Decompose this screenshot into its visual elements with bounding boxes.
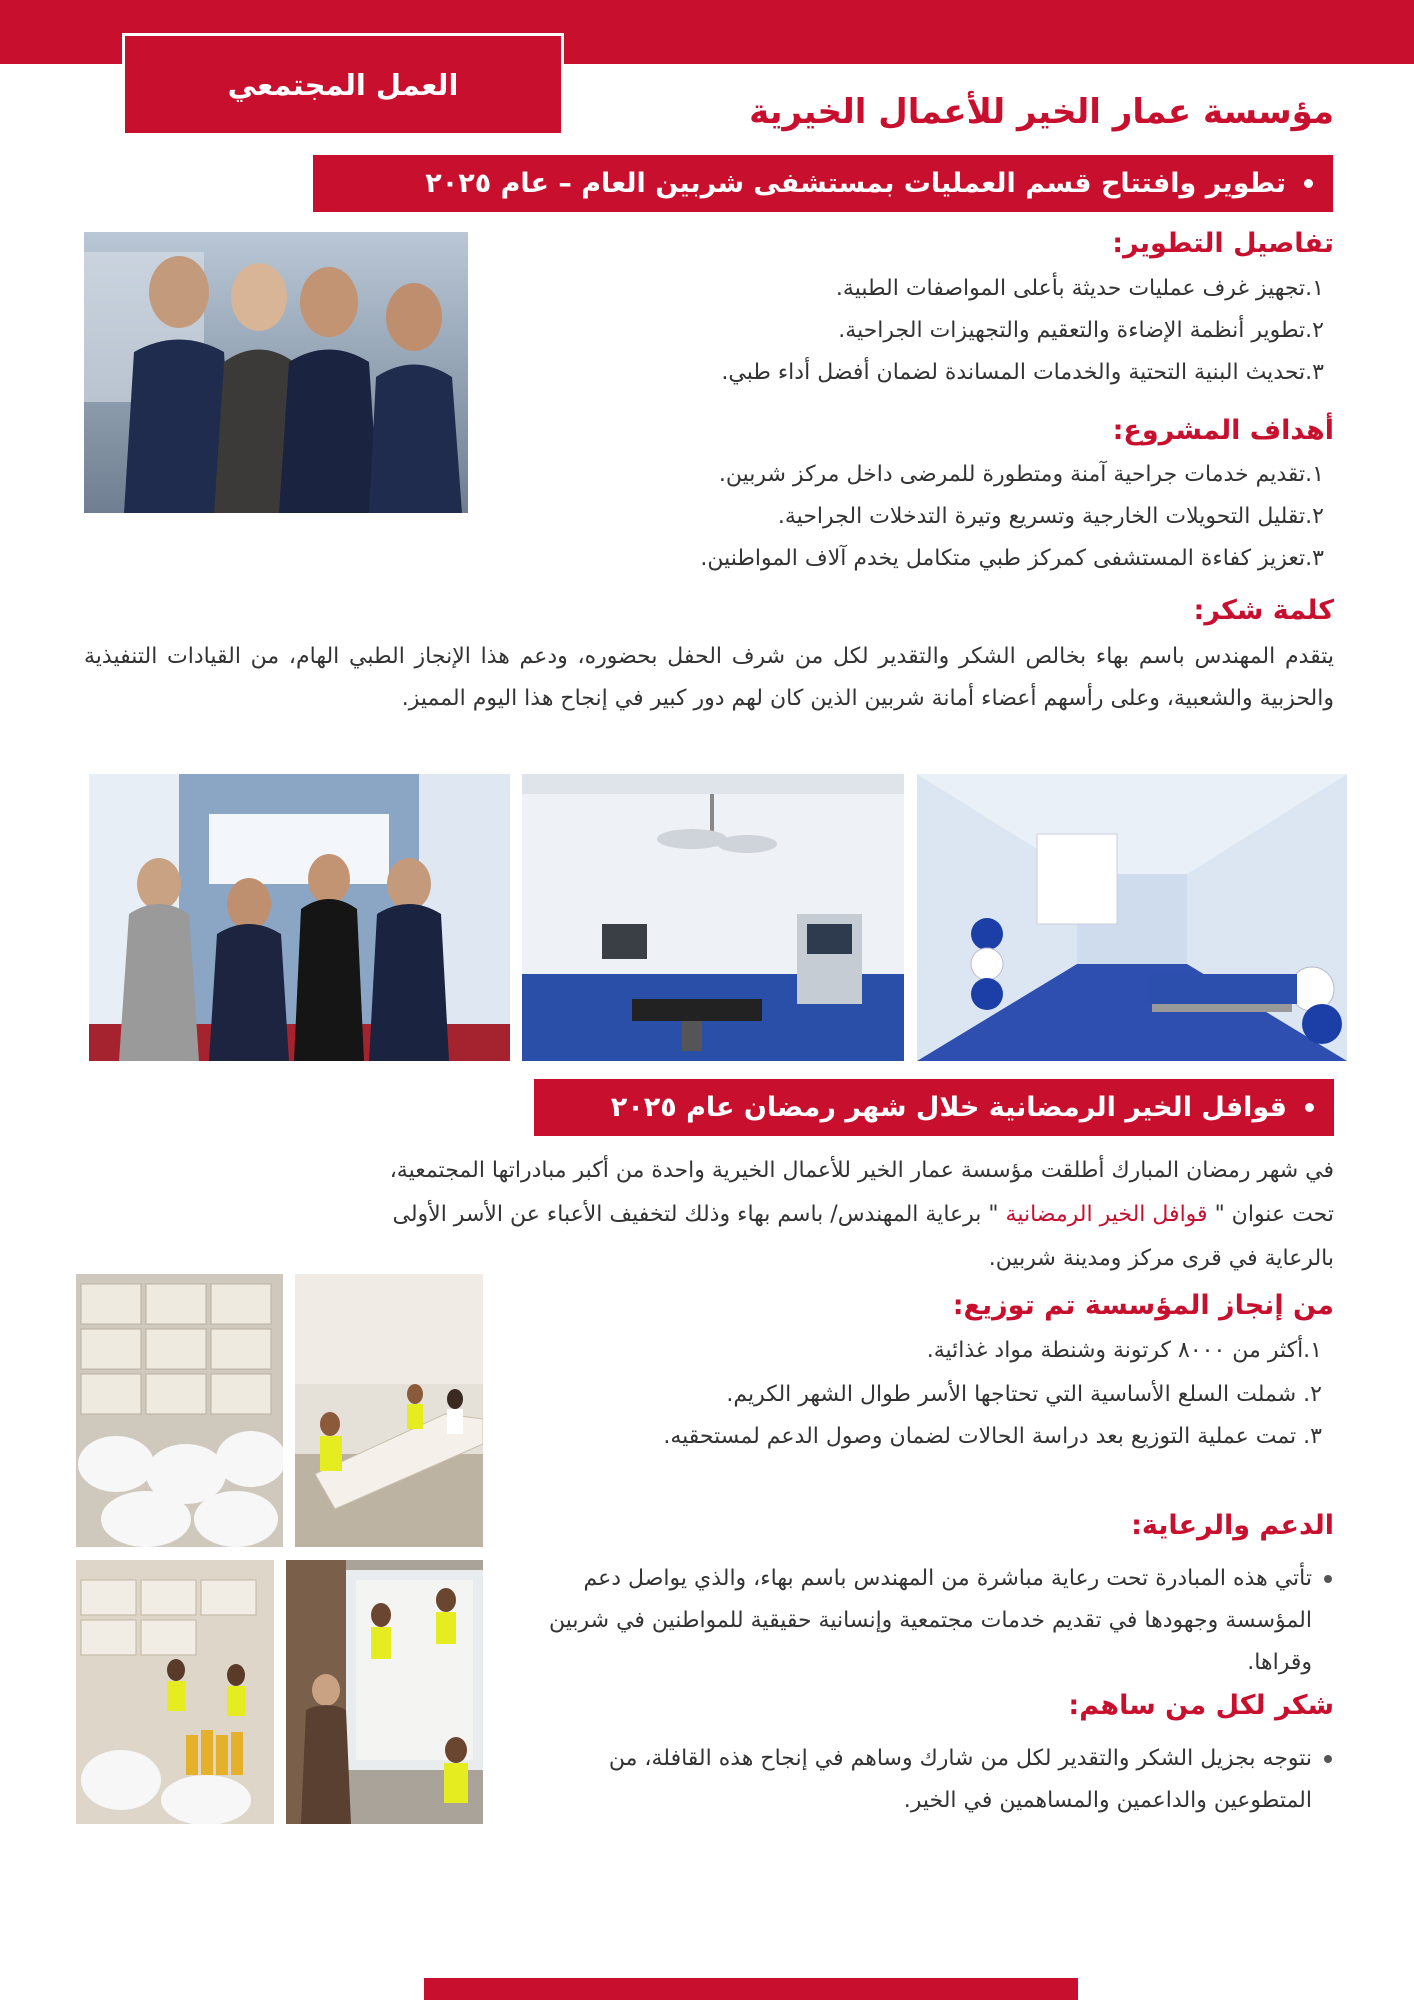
truck-loading-photo [286,1560,483,1824]
distribution-item: ١.أكثر من ٨٠٠٠ كرتونة وشنطة مواد غذائية. [926,1338,1322,1363]
bottom-red-bar [424,1978,1078,2000]
operating-room-photo [522,774,904,1061]
details-item: ٣.تحديث البنية التحتية والخدمات المساندة لضمان أفضل أداء طبي. [721,360,1324,385]
banner-bullet-icon [1305,1103,1314,1112]
intro-line: في شهر رمضان المبارك أطلقت مؤسسة عمار الخير للأعمال الخيرية واحدة من أكبر مبادراتها المجتمعية، [389,1158,1334,1183]
goals-item: ١.تقديم خدمات جراحية آمنة ومتطورة للمرضى داخل مركز شربين. [718,462,1324,487]
details-heading: تفاصيل التطوير: [1112,228,1334,259]
food-boxes-photo [76,1274,283,1547]
intro-line: بالرعاية في قرى مركز ومدينة شربين. [988,1246,1334,1271]
goals-item: ٣.تعزيز كفاءة المستشفى كمركز طبي متكامل يخدم آلاف المواطنين. [700,546,1324,571]
section1-banner-text: تطوير وافتتاح قسم العمليات بمستشفى شربين العام – عام ٢٠٢٥ [425,168,1286,199]
support-heading: الدعم والرعاية: [1131,1510,1334,1541]
thanks2-heading: شكر لكل من ساهم: [1068,1690,1334,1721]
corridor-photo [917,774,1347,1061]
volunteers-hall-photo [295,1274,483,1547]
visit-photo [89,774,510,1061]
distribution-item: ٣. تمت عملية التوزيع بعد دراسة الحالات لضمان وصول الدعم لمستحقيه. [663,1424,1322,1449]
goals-heading: أهداف المشروع: [1112,415,1334,446]
support-bullet: تأتي هذه المبادرة تحت رعاية مباشرة من المهندس باسم بهاء، والذي يواصل دعم المؤسسة وجهودها في تقديم خدمات مجتمعية وإنسانية حقيقية للمواطنين في شربين وقراها. [524,1558,1334,1684]
intro-line2-end: " برعاية المهندس/ باسم بهاء وذلك لتخفيف الأعباء عن الأسر الأولى [392,1202,999,1227]
section1-banner [313,155,1333,212]
foundation-title: مؤسسة عمار الخير للأعمال الخيرية [749,92,1334,132]
intro-line [392,1202,1334,1227]
thanks-paragraph: يتقدم المهندس باسم بهاء بخالص الشكر والتقدير لكل من شرف الحفل بحضوره، ودعم هذا الإنجاز الطبي الهام، من القيادات التنفيذية والحزبية والشعبية، وعلى رأسهم أعضاء أمانة شربين الذين كان لهم دور كبير في إنجاح هذا اليوم المميز. [84,644,1334,711]
details-item: ٢.تطوير أنظمة الإضاءة والتعقيم والتجهيزات الجراحية. [838,318,1324,343]
section2-banner [534,1079,1334,1136]
thanks-heading: كلمة شكر: [1193,595,1334,626]
intro-line2-start: تحت عنوان " [1214,1202,1334,1227]
section-tab [122,33,564,136]
packing-photo [76,1560,274,1824]
distribution-heading: من إنجاز المؤسسة تم توزيع: [952,1290,1334,1321]
details-item: ١.تجهيز غرف عمليات حديثة بأعلى المواصفات الطبية. [835,276,1324,301]
thanks2-bullet: نتوجه بجزيل الشكر والتقدير لكل من شارك وساهم في إنجاح هذه القافلة، من المتطوعين والداعمين والمساهمين في الخير. [524,1738,1334,1822]
section2-banner-text: قوافل الخير الرمضانية خلال شهر رمضان عام ٢٠٢٥ [610,1092,1287,1123]
intro-highlight: قوافل الخير الرمضانية [998,1202,1215,1227]
banner-bullet-icon [1304,179,1313,188]
tab-title: العمل المجتمعي [227,67,459,102]
goals-item: ٢.تقليل التحويلات الخارجية وتسريع وتيرة التدخلات الجراحية. [777,504,1324,529]
officials-photo [84,232,468,513]
distribution-item: ٢. شملت السلع الأساسية التي تحتاجها الأسر طوال الشهر الكريم. [726,1382,1322,1407]
